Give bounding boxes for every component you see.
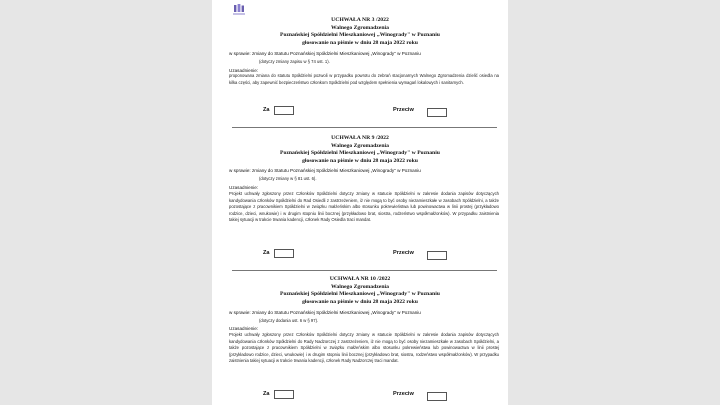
justification-text: proponowana zmiana do statutu Spółdzielni pozwoli w przypadku powrotu do zebrań stacjonarnych Walnego Zgromadzenia dzielić osiedla na kilka części, aby zapewnić bezpieczeństwo członkom Spółdzielni pod względem spełnienia wymagań lokalowych i sanitarnych. (229, 73, 499, 85)
subject-line: w sprawie: zmiany do Statutu Poznańskiej Spółdzielni Mieszkaniowej „Winogrady" w Poznaniu (229, 51, 421, 56)
vote-date-line: głosowanie na piśmie w dniu 28 maja 2022 roku (302, 157, 418, 164)
vote-for-box[interactable] (274, 106, 294, 115)
resolution-title: UCHWAŁA NR 10 /2022 (329, 276, 391, 282)
vote-for-label: Za (263, 250, 270, 256)
subject-detail: (dotyczy dodania ust. 6 w § 97). (259, 318, 319, 323)
vote-date-line: głosowanie na piśmie w dniu 28 maja 2022 roku (302, 39, 418, 46)
vote-against-label: Przeciw (393, 250, 414, 256)
resolution-header (212, 17, 508, 47)
subject-detail: (dotyczy zmiany zapisu w § 74 ust. 1). (259, 59, 330, 64)
justification-label: Uzasadnienie: (229, 68, 259, 73)
vote-against-box[interactable] (427, 392, 447, 401)
vote-for-box[interactable] (274, 249, 294, 258)
vote-for-label: Za (263, 391, 270, 397)
subject-line: w sprawie: zmiany do Statutu Poznańskiej Spółdzielni Mieszkaniowej „Winogrady" w Poznaniu (229, 168, 421, 173)
justification-text: Projekt uchwały zgłoszony przez Członków Spółdzielni dotyczy zmiany w statucie Spółdzielni w zakresie dodania zapisów dotyczących kandydowania członków Spółdzielni do Rady Nadzorczej z zastrzeżeniem, iż nie mogą to być osoby niezamieszkałe w zasobach Spółdzielni, a także pozostające z pracownikiem Spółdzielni w związku małżeńskim albo stosunku pokrewieństwa lub powinowactwa w linii prostej (przykładowo rodzice, dzieci, wnukowie) i w drugim stopniu linii bocznej (przykładowo brat, siostra, rodzeństwo współmałżonków). W przypadku zaistnienia takiej sytuacji w trakcie trwania kadencji, członek Rady Nadzorczej traci mandat. (229, 332, 499, 364)
cooperative-line: Poznańskiej Spółdzielni Mieszkaniowej „Winogrady" w Poznaniu (280, 32, 440, 39)
justification-label: Uzasadnienie: (229, 326, 259, 331)
justification-label: Uzasadnienie: (229, 185, 259, 190)
section-divider (232, 127, 497, 128)
vote-against-label: Przeciw (393, 391, 414, 397)
vote-date-line: głosowanie na piśmie w dniu 28 maja 2022 roku (302, 298, 418, 305)
document-page (212, 0, 508, 405)
assembly-line: Walnego Zgromadzenia (331, 142, 389, 149)
resolution-header (212, 276, 508, 306)
resolution-header (212, 135, 508, 165)
assembly-line: Walnego Zgromadzenia (331, 24, 389, 31)
vote-for-label: Za (263, 107, 270, 113)
justification-text: Projekt uchwały zgłoszony przez Członków Spółdzielni dotyczy zmiany w statucie Spółdzielni w zakresie dodania zapisów dotyczących kandydowania członków Spółdzielni do Rad Osiedli z zastrzeżeniem, iż nie mogą to być osoby niezamieszkałe w zasobach Spółdzielni, a także pozostające z pracownikiem Spółdzielni w związku małżeńskim albo stosunku pokrewieństwa lub powinowactwa w linii prostej (przykładowo rodzice, dzieci, wnukowie) i w drugim stopniu linii bocznej (przykładowo brat, siostra, rodzeństwo współmałżonków). W przypadku zaistnienia takiej sytuacji w trakcie trwania kadencji, członek Rady Osiedla traci mandat. (229, 191, 499, 223)
resolution-title: UCHWAŁA NR 3 /2022 (331, 17, 389, 23)
cooperative-line: Poznańskiej Spółdzielni Mieszkaniowej „Winogrady" w Poznaniu (280, 150, 440, 157)
vote-against-box[interactable] (427, 251, 447, 260)
assembly-line: Walnego Zgromadzenia (331, 283, 389, 290)
vote-against-box[interactable] (427, 108, 447, 117)
vote-for-box[interactable] (274, 390, 294, 399)
vote-against-label: Przeciw (393, 107, 414, 113)
section-divider (232, 270, 497, 271)
subject-detail: (dotyczy zmiany w § 81 ust. 6). (259, 176, 317, 181)
cooperative-logo-icon (232, 3, 246, 16)
subject-line: w sprawie: zmiany do Statutu Poznańskiej Spółdzielni Mieszkaniowej „Winogrady" w Poznaniu (229, 310, 421, 315)
resolution-title: UCHWAŁA NR 9 /2022 (331, 135, 389, 141)
cooperative-line: Poznańskiej Spółdzielni Mieszkaniowej „Winogrady" w Poznaniu (280, 291, 440, 298)
